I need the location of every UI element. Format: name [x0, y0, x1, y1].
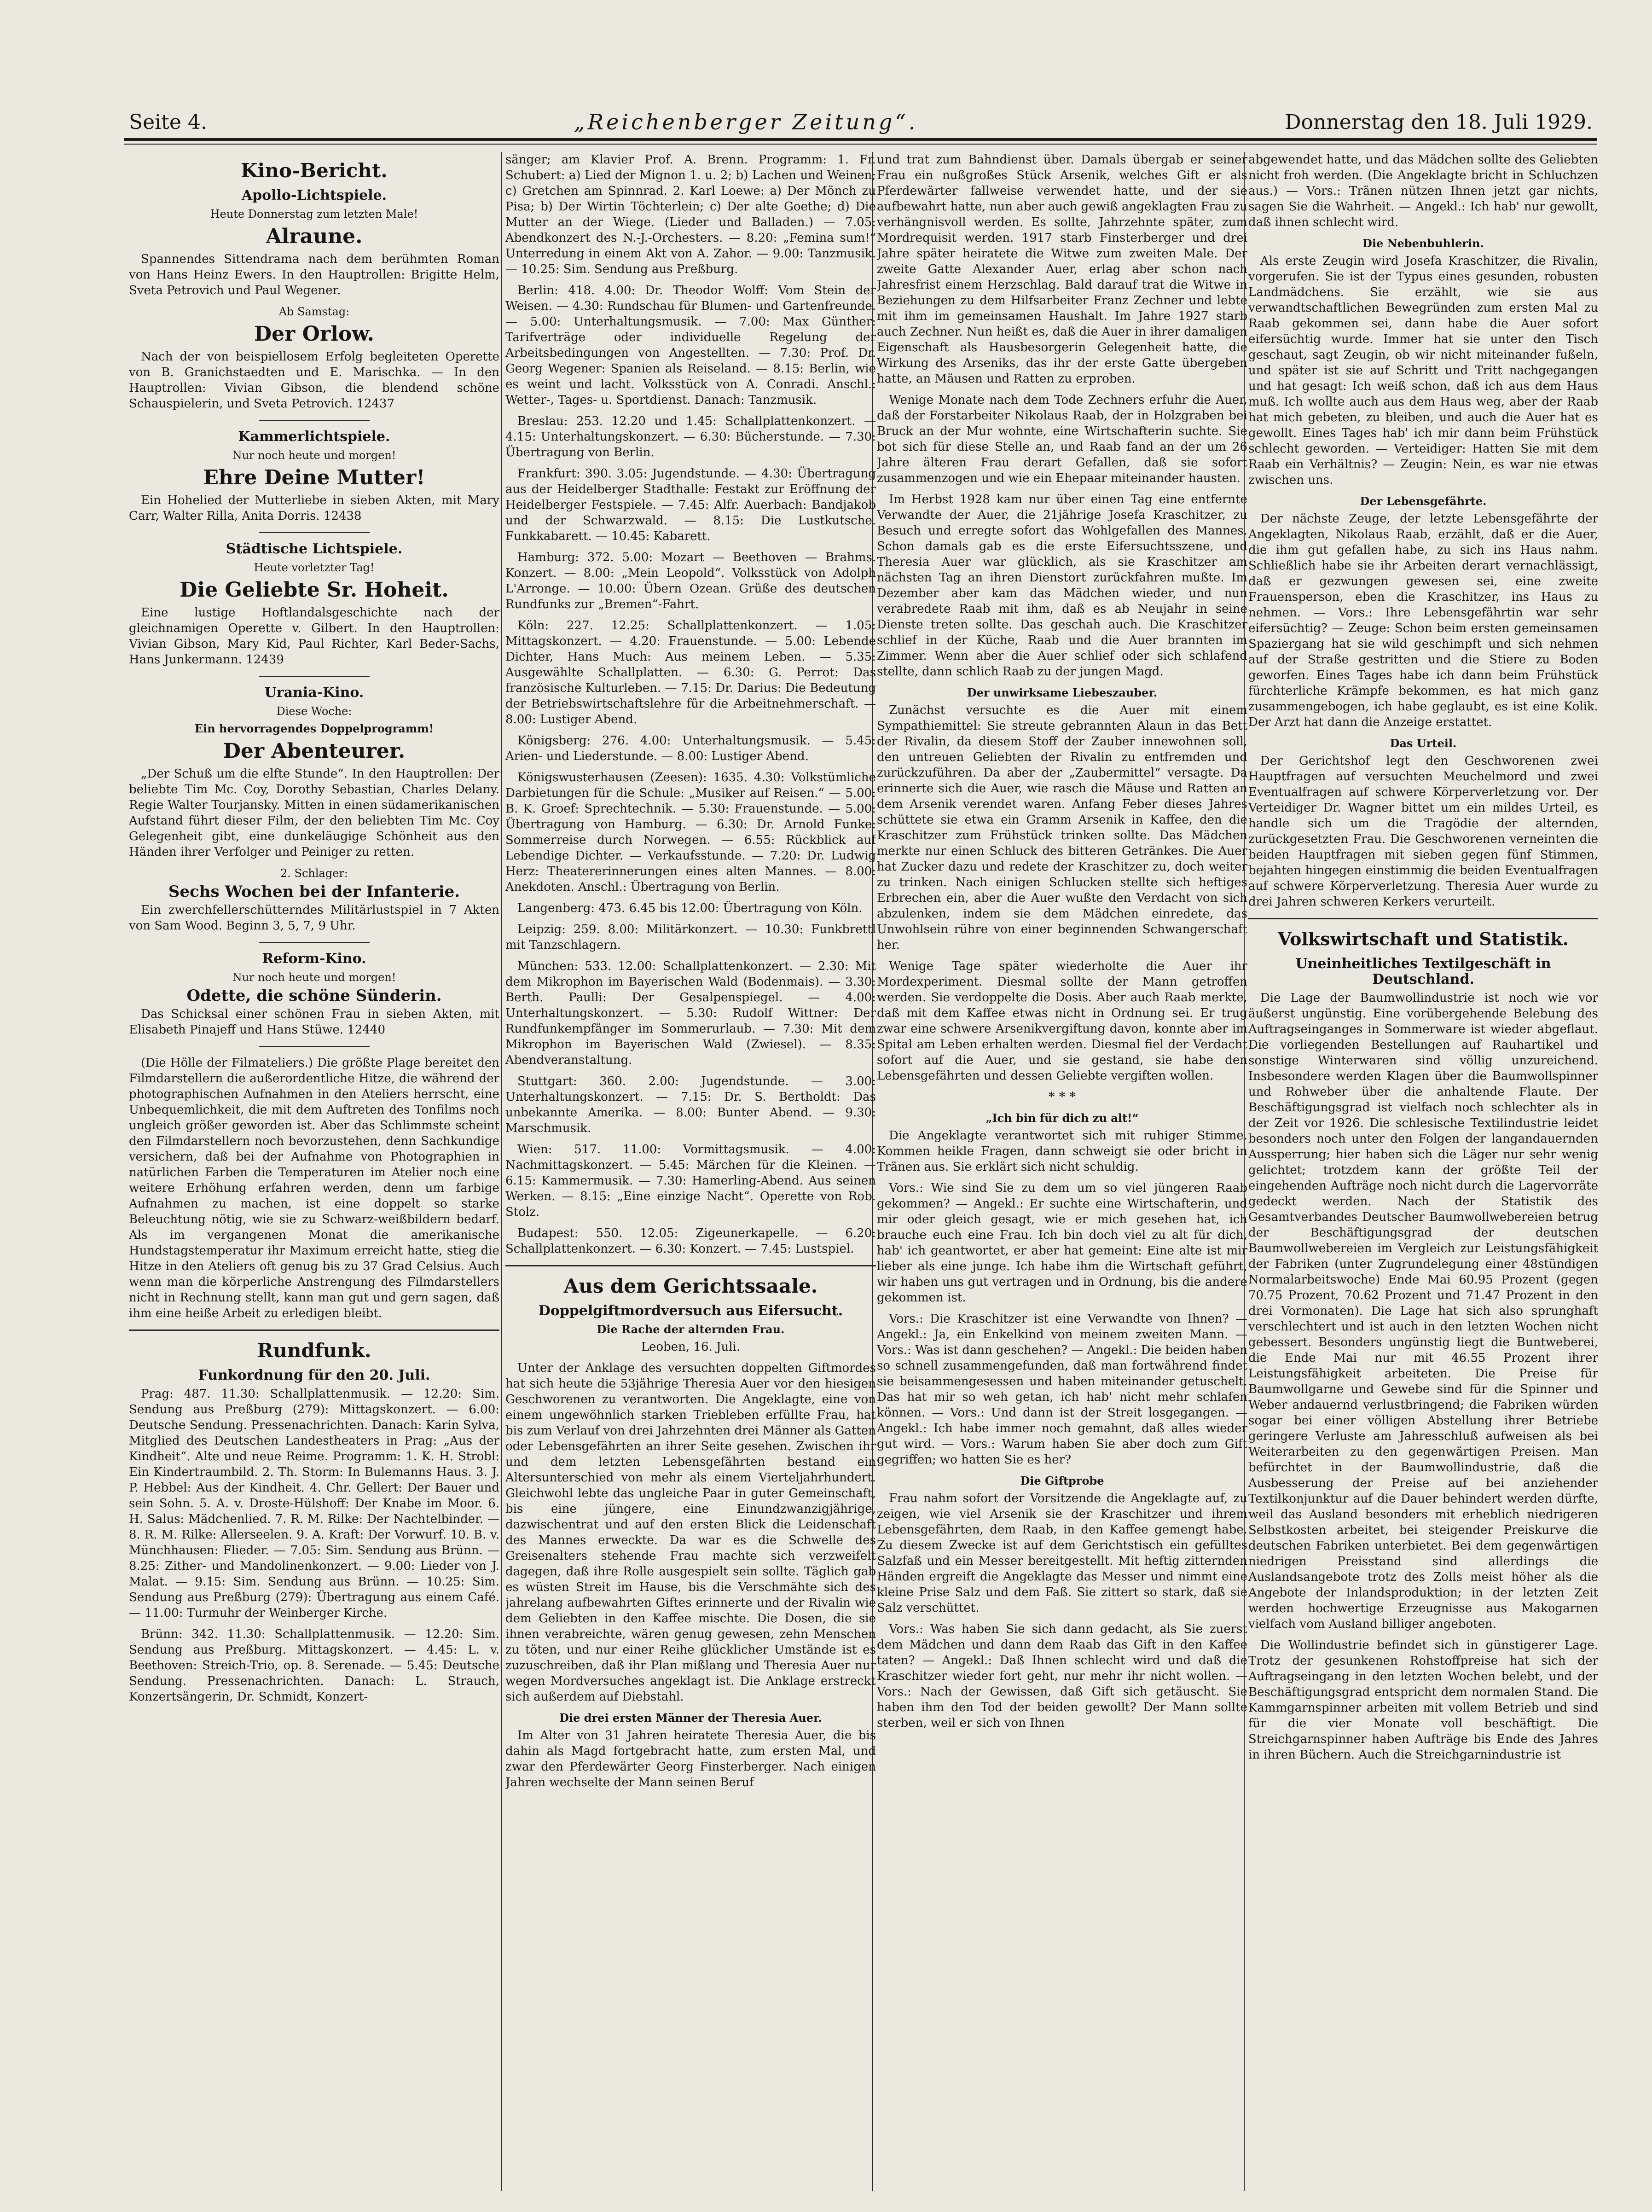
- radio-listing: Stuttgart: 360. 2.00: Jugendstunde. — 3.00: Unterhaltungskonzert. — 7.15: Dr. S. Bertholdt: Das unbekannte Amerika. — 8.00: Bunter Abend. — 9.30: Marschmusik.: [505, 1074, 876, 1135]
- cinema-notice: Heute vorletzter Tag!: [254, 561, 375, 574]
- cinema-notice: Heute Donnerstag zum letzten Male!: [210, 208, 418, 221]
- article-paragraph: Frau nahm sofort der Vorsitzende die Angeklagte auf, zu zeigen, wie viel Arsenik sie der Kraschitzer und ihrem Lebensgefährten, dem Raab, in den Kaffee gemengt habe. Zu diesem Zwecke ist auf dem Gerichtstisch ein gefülltes Salzfaß und ein Messer bereitgestellt. Mit heftig zitternden Händen ergreift die Angeklagte das Messer und nimmt eine kleine Prise Salz und dem Faß. Sie zittert so stark, daß sie Salz verschüttet.: [877, 1492, 1247, 1615]
- article-paragraph: Als erste Zeugin wird Josefa Kraschitzer, die Rivalin, vorgerufen. Sie ist der Typus eines gesunden, robusten Landmädchens. Sie erzählt, wie sie aus verwandtschaftlichen Bewegründen zum ersten Mal zu Raab gekommen sei, dann habe die Auer sofort eifersüchtig wurde. Immer hat sie unter den Tisch geschaut, sagt Zeugin, ob wir nicht miteinander fußeln, und später ist sie auf Schritt und Tritt nachgegangen und hat gesagt: Ich weiß schon, daß ich aus dem Haus muß. Ich wollte auch aus dem Haus weg, aber der Raab hat mich gebeten, zu bleiben, und auch die Auer hat es gewollt. Eines Tages hab' ich mir dann beim Frühstück schlecht geworden. — Verteidiger: Hatten Sie mit dem Raab ein Verhältnis? — Zeugin: Nein, es war nie etwas zwischen uns.: [1248, 254, 1598, 487]
- article-paragraph: Die Lage der Baumwollindustrie ist noch wie vor äußerst ungünstig. Eine vorübergehende Belebung des Auftragseinganges in Sommerware ist wieder abgeflaut. Die vorliegenden Bestellungen auf Rauhartikel und sonstige Winterwaren sind völlig unzureichend. Insbesondere werden Klagen über die Baumwollspinner und Rohweber über die anhaltende Flaute. Der Beschäftigungsgrad ist vielfach noch schlechter als in der Zeit vor 1926. Die schlesische Textilindustrie leidet besonders noch unter den Folgen der langandauernden Aussperrung; hier haben sich die Läger nur sehr wenig gelichtet; trotzdem kann der größte Teil der eingehenden Aufträge noch nicht durch die Lagervorräte gedeckt werden. Nach der Statistik des Gesamtverbandes Deutscher Baumwollwebereien betrug der Beschäftigungsgrad der deutschen Baumwollwebereien im Vergleich zur Leistungsfähigkeit der Fabriken (unter Zugrundelegung einer 48stündigen Normalarbeitswoche) Ende Mai 60.95 Prozent (gegen 70.75 Prozent, 70.62 Prozent und 71.47 Prozent in den drei Vormonaten). Die Lage hat sich also sprunghaft verschlechtert und ist auch in den letzten Wochen nicht gebessert. Besonders ungünstig liegt die Buntweberei, die Ende Mai nur mit 46.55 Prozent ihrer Leistungsfähigkeit arbeiteten. Die Preise für Baumwollgarne und Gewebe sind für die Spinner und Weber andauernd verlustbringend; die Fabriken würden sogar bei einer völligen Abstellung ihrer Betriebe geringere Verluste am Jahresschluß aufweisen als bei Weiterarbeiten zu den gegenwärtigen Preisen. Man befürchtet in der Baumwollindustrie, daß die Ausbesserung der Preise auf bei anziehender Textilkonjunktur auf die Dauer behindert werden dürfte, weil das Ausland besonders mit erheblich niedrigeren Selbstkosten arbeitet, bei steigender Preiskurve die deutschen Fabriken unterbietet. Bei dem gegenwärtigen niedrigen Preisstand sind allerdings die Auslandsangebote trotz des Zolls meist höher als die Angebote der Inlandsproduktion; in der letzten Zeit werden hochwertige Erzeugnisse aus Makogarnen vielfach vom Ausland billiger angeboten.: [1248, 991, 1598, 1631]
- article-paragraph: Die Wollindustrie befindet sich in günstigerer Lage. Trotz der gesunkenen Rohstoffpreise hat sich der Auftragseingang in den letzten Wochen belebt, und der Beschäftigungsgrad entspricht dem normalen Stand. Die Kammgarnspinner arbeiten mit vollem Betrieb und sind für die vier Monate voll beschäftigt. Die Streichgarnspinner haben Aufträge bis Ende des Jahres in ihren Büchern. Auch die Streichgarnindustrie ist: [1248, 1638, 1598, 1762]
- radio-listing: Wien: 517. 11.00: Vormittagsmusik. — 4.00: Nachmittagskonzert. — 5.45: Märchen für die Kleinen. — 6.15: Kammermusik. — 7.30: Hamerling-Abend. Aus seinen Werken. — 8.15: „Eine einzige Nacht“. Operette von Rob. Stolz.: [505, 1143, 876, 1219]
- header-rule: [124, 138, 1597, 141]
- cinema-name: Städtische Lichtspiele.: [226, 541, 403, 557]
- issue-date: Donnerstag den 18. Juli 1929.: [1285, 110, 1593, 134]
- column-4: [1248, 152, 1598, 2191]
- cinema-name: Urania-Kino.: [264, 685, 364, 701]
- radio-listing: Breslau: 253. 12.20 und 1.45: Schallplattenkonzert. — 4.15: Unterhaltungskonzert. — 6.30: Bücherstunde. — 7.30: Übertragung von Berlin.: [505, 414, 876, 459]
- article-paragraph: Im Herbst 1928 kam nur über einen Tag eine entfernte Verwandte der Auer, die 21jährige Josefa Kraschitzer, zu Besuch und erregte sofort das Wohlgefallen des Mannes. Schon damals gab es die erste Eifersuchtsszene, und Theresia Auer war glücklich, als sie Kraschitzer am nächsten Tag an ihren Dienstort zurückfahren mußte. Im Dezember aber kam das Mädchen wieder, und nun verabredete Raab mit ihm, daß es ab Neujahr in seine Dienste treten sollte. Das geschah auch. Die Kraschitzer schlief in der Küche, Raab und die Auer brannten im Zimmer. Wenn aber die Auer schlief oder sich schlafend stellte, dann schlich Raab zu der jungen Magd.: [877, 493, 1247, 679]
- cinema-name: Kammerlichtspiele.: [238, 429, 390, 445]
- radio-listing: Prag: 487. 11.30: Schallplattenmusik. — 12.20: Sim. Sendung aus Preßburg (279): Mittagskonzert. — 6.00: Deutsche Sendung. Pressenachrichten. Danach: Karin Sylva, Mitglied des Deutschen Landestheaters in Prag: „Aus der Kindheit“. Alte und neue Reime. Programm: 1. K. H. Strobl: Ein Kindertraumbild. 2. Th. Storm: In Bulemanns Haus. 3. J. P. Hebbel: Aus der Kindheit. 4. Chr. Gellert: Der Bauer und sein Sohn. 5. A. v. Droste-Hülshoff: Der Knabe im Moor. 6. H. Salus: Mädchenlied. 7. R. M. Rilke: Der Nachtelbinder. — 8. R. M. Rilke: Allerseelen. 9. A. Kraft: Der Vorwurf. 10. B. v. Münchhausen: Flieder. — 7.05: Sim. Sendung aus Brünn. — 8.25: Zither- und Mandolinenkonzert. — 9.00: Lieder von J. Malat. — 9.15: Sim. Sendung aus Brünn. — 10.25: Sim. Sendung aus Preßburg (279): Übertragung aus einem Café. — 11.00: Turmuhr der Weinberger Kirche.: [129, 1387, 499, 1620]
- header-rule-thin: [124, 144, 1597, 145]
- radio-listing: Berlin: 418. 4.00: Dr. Theodor Wolff: Vom Stein der Weisen. — 4.30: Rundschau für Blumen- und Gartenfreunde. — 5.00: Unterhaltungsmusik. — 7.00: Max Günther: Tarifverträge oder individuelle Regelung der Arbeitsbedingungen von Angestellten. — 7.30: Prof. Dr. Georg Wegener: Spanien als Reiseland. — 8.15: Berlin, wie es weint und lacht. Volksstück von A. Conradi. Anschl.: Wetter-, Tages- u. Sportdienst. Danach: Tanzmusik.: [505, 284, 876, 407]
- article-paragraph: Die Angeklagte verantwortet sich mit ruhiger Stimme. Kommen heikle Fragen, dann schweigt sie oder bricht in Tränen aus. Sie erklärt sich nicht schuldig.: [877, 1129, 1247, 1174]
- divider: [505, 1265, 876, 1266]
- film-description: Ein zwerchfellerschütterndes Militärlustspiel in 7 Akten von Sam Wood. Beginn 3, 5, 7, 9 Uhr.: [129, 903, 499, 933]
- column-rule-1: [501, 152, 502, 2191]
- article-subheading: Der Lebensgefährte.: [1360, 494, 1487, 508]
- radio-listing: sänger; am Klavier Prof. A. Brenn. Programm: 1. Fr. Schubert: a) Lied der Mignon 1. u. 2; b) Lachen und Weinen; c) Gretchen am Spinnrad. 2. Karl Loewe: a) Der Mönch zu Pisa; b) Der Wirtin Töchterlein; c) Der alte Goethe; d) Die Mutter an der Wiege. (Lieder und Balladen.) — 7.05: Abendkonzert des N.-J.-Orchesters. — 8.20: „Femina sum!“ Unterredung in einem Akt von A. Zahor. — 9.00: Tanzmusik. — 10.25: Sim. Sendung aus Preßburg.: [505, 153, 876, 276]
- film-title: Odette, die schöne Sünderin.: [186, 987, 442, 1005]
- radio-listing: Leipzig: 259. 8.00: Militärkonzert. — 10.30: Funkbrettl mit Tanzschlagern.: [505, 923, 876, 952]
- film-description: Das Schicksal einer schönen Frau in sieben Akten, mit Elisabeth Pinajeff und Hans Stüwe. 12440: [129, 1007, 499, 1037]
- article-paragraph: Im Alter von 31 Jahren heiratete Theresia Auer, die bis dahin als Magd fortgebracht hatte, zum ersten Mal, und zwar den Pferdewärter Georg Finsterberger. Nach einigen Jahren wechselte der Mann seinen Beruf: [505, 1729, 876, 1789]
- divider: [259, 532, 370, 533]
- article-paragraph: abgewendet hatte, und das Mädchen sollte des Geliebten nicht froh werden. (Die Angeklagte bricht in Schluchzen aus.) — Vors.: Tränen nützen Ihnen jetzt gar nichts, sagen Sie die Wahrheit. — Angekl.: Ich hab' nur gewollt, daß ihnen schlecht wird.: [1248, 153, 1598, 229]
- radio-listing: Brünn: 342. 11.30: Schallplattenmusik. — 12.20: Sim. Sendung aus Preßburg. Mittagskonzert. — 4.45: L. v. Beethoven: Streich-Trio, op. 8. Serenade. — 5.45: Deutsche Sendung. Pressenachrichten. Danach: L. Strauch, Konzertsängerin, Dr. Schmidt, Konzert-: [129, 1627, 499, 1704]
- film-description: „Der Schuß um die elfte Stunde“. In den Hauptrollen: Der beliebte Tim Mc. Coy, Dorothy Sebastian, Charles Delany. Regie Walter Tourjansky. Mitten in einen südamerikanischen Aufstand führt dieser Film, der den beliebten Tim Mc. Coy Gelegenheit gibt, eine dunkeläugige Schönheit aus den Händen ihrer Verfolger und Peiniger zu retten.: [129, 767, 499, 859]
- article-paragraph: Der nächste Zeuge, der letzte Lebensgefährte der Angeklagten, Nikolaus Raab, erzählt, daß er die Auer, die ihm gut gefallen habe, zu sich ins Haus nahm. Schließlich habe sie ihr Arbeiten derart vernachlässigt, daß er gezwungen gewesen sei, eine zweite Frauensperson, eben die Kraschitzer, ins Haus zu nehmen. — Vors.: Ihre Lebensgefährtin war sehr eifersüchtig? — Zeuge: Schon beim ersten gemeinsamen Spaziergang hat sie wild geschimpft und sich nehmen auf der Straße gestritten und die Stiere zu Boden geworfen. Eines Tages habe ich dann beim Frühstück fürchterliche Krämpfe bekommen, es hat mich ganz zusammengebogen, ich habe geglaubt, es ist eine Kolik. Der Arzt hat dann die Anzeige erstattet.: [1248, 512, 1598, 729]
- article-paragraph: Wenige Tage später wiederholte die Auer ihr Mordexperiment. Diesmal sollte der Mann getroffen werden. Sie verdoppelte die Dosis. Aber auch Raab merkte, daß mit dem Kaffee etwas nicht in Ordnung sei. Er trug zwar eine schwere Arsenikvergiftung davon, konnte aber im Spital am Leben erhalten werden. Diesmal fiel der Verdacht sofort auf die Auer, und sie gestand, sie habe den Lebensgefährten und dessen Geliebte vergiften wollen.: [877, 959, 1247, 1083]
- radio-listing: Königsberg: 276. 4.00: Unterhaltungsmusik. — 5.45: Arien- und Liederstunde. — 8.00: Lustiger Abend.: [505, 734, 876, 763]
- film-description: Eine lustige Hoftlandalsgeschichte nach der gleichnamigen Operette v. Gilbert. In den Hauptrollen: Vivian Gibson, Mary Kid, Paul Richter, Karl Beder-Sachs, Hans Junkermann. 12439: [129, 606, 499, 667]
- film-title: Ehre Deine Mutter!: [203, 466, 425, 489]
- film-description: Ein Hohelied der Mutterliebe in sieben Akten, mit Mary Carr, Walter Rilla, Anita Dorris. 12438: [129, 493, 499, 523]
- film-title: Die Geliebte Sr. Hoheit.: [180, 578, 449, 602]
- kino-heading: Kino-Bericht.: [241, 159, 388, 182]
- divider: [259, 420, 370, 421]
- cinema-name: Apollo-Lichtspiele.: [241, 187, 387, 203]
- radio-listing: Königswusterhausen (Zeesen): 1635. 4.30: Volkstümliche Darbietungen für die Schule: „Musiker auf Reisen.“ — 5.00: B. K. Groef: Sprechtechnik. — 5.30: Frauenstunde. — 5.00: Übertragung von Hamburg. — 6.30: Dr. Arnold Funke: Sommerreise durch Norwegen. — 6.55: Rückblick auf Lebendige Dichter. — Verkaufsstunde. — 7.20: Dr. Ludwig Herz: Theatererinnerungen eines alten Mannes. — 8.00: Anekdoten. Anschl.: Übertragung von Berlin.: [505, 771, 876, 894]
- section-stars: * * *: [1049, 1090, 1076, 1104]
- film-title: Sechs Wochen bei der Infanterie.: [168, 882, 460, 901]
- section-heading: Volkswirtschaft und Statistik.: [1278, 929, 1569, 949]
- article-subheading: Die drei ersten Männer der Theresia Auer.: [559, 1711, 822, 1724]
- radio-listing: Frankfurt: 390. 3.05: Jugendstunde. — 4.30: Übertragung aus der Heidelberger Stadthalle: Festakt zur Eröffnung der Heidelberger Festspiele. — 7.45: Alfr. Auerbach: Bandjakob und der Schwarzwald. — 8.15: Die Lustkutsche. Funkkabarett. — 10.45: Kabarett.: [505, 467, 876, 543]
- cinema-program: Ein hervorragendes Doppelprogramm!: [194, 722, 434, 735]
- article-subheading: Der unwirksame Liebeszauber.: [967, 686, 1158, 699]
- masthead: „Reichenberger Zeitung“.: [574, 110, 918, 134]
- article-subtitle: Die Rache der alternden Frau.: [597, 1323, 785, 1336]
- cinema-notice: 2. Schlager:: [280, 867, 348, 880]
- column-1: [129, 152, 499, 2191]
- article-paragraph: Zunächst versuchte es die Auer mit einem Sympathiemittel: Sie streute gebrannten Alaun in das Bett der Rivalin, da diesem Stoff der Zauber innewohnen soll, den untreuen Geliebten der Rivalin zu entfremden und zurückzuführen. Da aber der „Zaubermittel“ versagte. Da erinnerte sich die Auer, wie rasch die Mäuse und Ratten an dem Arsenik verendet waren. Anfang Feber dieses Jahres schüttete sie etwa ein Gramm Arsenik in Kaffee, den die Kraschitzer zum Frühstück trinken sollte. Das Mädchen merkte nur einen Schluck des bitteren Getränkes. Die Auer hat Zucker dazu und redete der Kraschitzer zu, doch weiter zu trinken. Nach einigen Schlucken stellte sich heftiges Erbrechen ein, aber die Auer wußte den Verdacht von sich abzulenken, indem sie dem Mädchen einredete, das Unwohlsein rühre von einer beginnenden Schwangerschaft her.: [877, 703, 1247, 952]
- cinema-notice: Nur noch heute und morgen!: [232, 971, 396, 984]
- page-header: [129, 107, 1593, 137]
- radio-listing: Hamburg: 372. 5.00: Mozart — Beethoven — Brahms. Konzert. — 8.00: „Mein Leopold“. Volksstück von Adolph L'Arronge. — 10.00: Übern Ozean. Grüße des deutschen Rundfunks zur „Bremen“-Fahrt.: [505, 551, 876, 611]
- column-3: [877, 152, 1247, 2191]
- film-description: Nach der von beispiellosem Erfolg begleiteten Operette von B. Granichstaedten und E. Marischka. — In den Hauptrollen: Vivian Gibson, die blendend schöne Schauspielerin, und Sveta Petrovich. 12437: [129, 350, 499, 411]
- article-paragraph: Vors.: Wie sind Sie zu dem um so viel jüngeren Raab gekommen? — Angekl.: Er suchte eine Wirtschafterin, und mir oder gleich gesagt, wie er mich gesehen hat, ich brauche euch eine Frau. Ich bin doch viel zu alt für dich, hab' ich geantwortet, er aber hat gemeint: Eine alte ist mir lieber als eine junge. Ich habe ihm die Wirtschaft geführt, wir haben uns gut vertragen und in Ordnung, bis die andere gekommen ist.: [877, 1181, 1247, 1305]
- page-number: Seite 4.: [129, 110, 207, 134]
- article-subheading: Die Nebenbuhlerin.: [1362, 237, 1484, 250]
- film-description: Spannendes Sittendrama nach dem berühmten Roman von Hans Heinz Ewers. In den Hauptrollen: Brigitte Helm, Sveta Petrovich und Paul Wegener.: [129, 252, 499, 297]
- cinema-notice: Ab Samstag:: [278, 305, 350, 318]
- film-title: Der Abenteurer.: [223, 739, 406, 763]
- article-title: Doppelgiftmordversuch aus Eifersucht.: [538, 1303, 843, 1319]
- radio-listing: München: 533. 12.00: Schallplattenkonzert. — 2.30: Mit dem Mikrophon im Bayerischen Wald (Bodenmais). — 3.30: Berth. Paulli: Der Gesalpenspiegel. — 4.00: Unterhaltungskonzert. — 5.30: Rudolf Wittner: Der Rundfunkempfänger im Sommerurlaub. — 7.30: Mit dem Mikrophon im Bayerischen Wald (Zwiesel). — 8.35: Abendveranstaltung.: [505, 959, 876, 1067]
- column-2: [505, 152, 876, 2191]
- divider: [259, 676, 370, 677]
- article-paragraph: Vors.: Die Kraschitzer ist eine Verwandte von Ihnen? — Angekl.: Ja, ein Enkelkind von meinem zweiten Mann. — Vors.: Was ist dann geschehen? — Angekl.: Die beiden haben so schnell zusammengefunden, daß man fortwährend findet sie beisammengesessen und haben miteinander getuschelt. Das hat mir so weh getan, ich hab' nicht mehr schlafen können. — Vors.: Und dann ist der Streit losgegangen. — Angekl.: Ich habe immer noch gemahnt, daß alles wieder gut wird. — Vors.: Warum haben Sie aber doch zum Gift gegriffen; wo hatten Sie es her?: [877, 1312, 1247, 1467]
- divider: [129, 1330, 499, 1331]
- film-title: Alraune.: [266, 225, 363, 248]
- dateline: Leoben, 16. Juli.: [641, 1340, 741, 1354]
- divider: [1248, 918, 1598, 919]
- article-paragraph: Vors.: Was haben Sie sich dann gedacht, als Sie zuerst dem Mädchen und dann dem Raab das Gift in den Kaffee taten? — Angekl.: Daß Ihnen schlecht wird und daß die Kraschitzer wieder fort geht, nur mehr ihr nicht wollen. — Vors.: Nach der Gewissen, daß Gift sich getäuscht. Sie haben ihm den Tod der beiden gewollt? Der Mann sollte sterben, weil er sich von Ihnen: [877, 1622, 1247, 1730]
- radio-listing: Köln: 227. 12.25: Schallplattenkonzert. — 1.05: Mittagskonzert. — 4.20: Frauenstunde. — 5.00: Lebende Dichter, Hans Much: Aus meinem Leben. — 5.35: Ausgewählte Schallplatten. — 6.30: G. Perrot: Das französische Kulturleben. — 7.15: Dr. Darius: Die Bedeutung der Betriebswirtschaftslehre für die Arbeitnehmerschaft. — 8.00: Lustiger Abend.: [505, 619, 876, 726]
- radio-listing: Langenberg: 473. 6.45 bis 12.00: Übertragung von Köln.: [517, 901, 863, 915]
- article-title: Uneinheitliches Textilgeschäft in Deutschland.: [1295, 956, 1551, 987]
- article-paragraph: Unter der Anklage des versuchten doppelten Giftmordes hat sich heute die 53jährige Theresia Auer vor den hiesigen Geschworenen zu verantworten. Die Angeklagte, eine von einem ungewöhnlich starken Triebleben erfüllte Frau, hat bis zum Verlauf von drei Jahrzehnten drei Männer als Gatten oder Lebensgefährten an ihrer Seite gesehen. Zwischen ihr und dem letzten Lebensgefährten bestand ein Altersunterschied von mehr als einem Vierteljahrhundert. Gleichwohl lebte das ungleiche Paar in guter Gemeinschaft, bis eine jüngere, eine Einundzwanzigjährige, dazwischentrat und auf den ersten Blick die Leidenschaft des Mannes erweckte. Da war es die Schwelle des Greisenalters stehende Frau machte sich verzweifelt dagegen, daß ihre Rolle ausgespielt sein sollte. Täglich gab es wüsten Streit im Hause, bis die Verschmähte sich des jahrelang aufbewahrten Giftes erinnerte und der Rivalin wie dem Geliebten in den Kaffee mischte. Die Dosen, die sie ihnen verabreichte, wären genug gewesen, zehn Menschen zu töten, und nur einer Reihe glücklicher Umstände ist es zuzuschreiben, daß ihr Plan mißlang und Theresia Auer nur wegen Mordversuches angeklagt ist. Die Anklage erstreckt sich außerdem auf Diebstahl.: [505, 1361, 876, 1704]
- gericht-heading: Aus dem Gerichtssaale.: [563, 1275, 818, 1297]
- cinema-notice: Nur noch heute und morgen!: [232, 449, 396, 462]
- radio-listing: Budapest: 550. 12.05: Zigeunerkapelle. — 6.20: Schallplattenkonzert. — 6.30: Konzert. — 7.45: Lustspiel.: [505, 1226, 876, 1256]
- article-subheading: Die Giftprobe: [1020, 1474, 1104, 1487]
- article-paragraph: Der Gerichtshof legt den Geschworenen zwei Hauptfragen auf versuchten Meuchelmord und zwei Eventualfragen auf schwere Körperverletzung vor. Der Verteidiger Dr. Wagner bittet um ein mildes Urteil, es handle sich um die Tragödie der alternden, zurückgesetzten Frau. Die Geschworenen verneinten die beiden Hauptfragen mit sieben gegen fünf Stimmen, bejahten hingegen einstimmig die beiden Eventualfragen auf schwere Körperverletzung. Theresia Auer wurde zu drei Jahren schweren Kerkers verurteilt.: [1248, 754, 1598, 909]
- film-title: Der Orlow.: [254, 322, 374, 346]
- funk-subheading: Funkordnung für den 20. Juli.: [198, 1367, 430, 1383]
- article-paragraph: (Die Hölle der Filmateliers.) Die größte Plage bereitet den Filmdarstellern die außerordentliche Hitze, die während der photographischen Aufnahmen in den Ateliers herrscht, eine Unbequemlichkeit, die mit dem Auftreten des Tonfilms noch ungleich größer geworden ist. Aber das Schlimmste scheint den Filmdarstellern noch bevorzustehen, denn Sachkundige versichern, daß bei der Aufnahme von Photographien in natürlichen Farben die Temperaturen im Atelier noch eine weitere Erhöhung erfahren werden, denn um farbige Aufnahmen zu machen, ist eine doppelt so starke Beleuchtung nötig, wie sie zu Schwarz-weißbildern bedarf. Als im vergangenen Monat die amerikanische Hundstagstemperatur ihr Maximum erreicht hatte, stieg die Hitze in den Ateliers oft genug bis zu 37 Grad Celsius. Auch wenn man die körperliche Anstrengung des Filmdarstellers nicht in Rechnung stellt, kann man gut und gern sagen, daß ihm eine heiße Arbeit zu erledigen bleibt.: [129, 1056, 499, 1320]
- article-subheading: Das Urteil.: [1390, 737, 1457, 750]
- rundfunk-heading: Rundfunk.: [257, 1339, 371, 1362]
- cinema-notice: Diese Woche:: [276, 705, 352, 718]
- cinema-name: Reform-Kino.: [262, 951, 366, 967]
- article-paragraph: Wenige Monate nach dem Tode Zechners erfuhr die Auer, daß der Forstarbeiter Nikolaus Raab, der in Holzgraben bei Bruck an der Mur wohnte, eine Wirtschafterin suchte. Sie bot sich für diese Stelle an, und Raab fand an der um 26 Jahre älteren Frau derart Gefallen, daß sie sofort zusammenzogen und wie ein Ehepaar miteinander hausten.: [877, 393, 1247, 485]
- divider: [259, 1046, 370, 1047]
- article-subheading: „Ich bin für dich zu alt!“: [985, 1111, 1139, 1125]
- article-paragraph: und trat zum Bahndienst über. Damals übergab er seiner Frau ein nußgroßes Stück Arsenik, welches Gift er als Pferdewärter fallweise verwendet hatte, und der sie aufbewahrt hatte, nun aber auch gewiß angeklagten Frau zu verhängnisvoll werden. Es sollte, Jahrzehnte später, zum Mordrequisit werden. 1917 starb Finsterberger und drei Jahre später heiratete die Witwe zum zweiten Male. Der zweite Gatte Alexander Auer, erlag aber schon nach Jahresfrist einem Herzschlag. Bald darauf trat die Witwe in Beziehungen zu dem Hilfsarbeiter Franz Zechner und lebte mit ihm im gemeinsamen Haushalt. Im Jahre 1927 starb auch Zechner. Nun heißt es, daß die Auer in ihrer damaligen Eigenschaft als Hausbesorgerin Gelegenheit hatte, die Wirkung des Arseniks, das ihr der erste Gatte übergeben hatte, an Mäusen und Ratten zu erproben.: [877, 153, 1247, 386]
- divider: [259, 942, 370, 943]
